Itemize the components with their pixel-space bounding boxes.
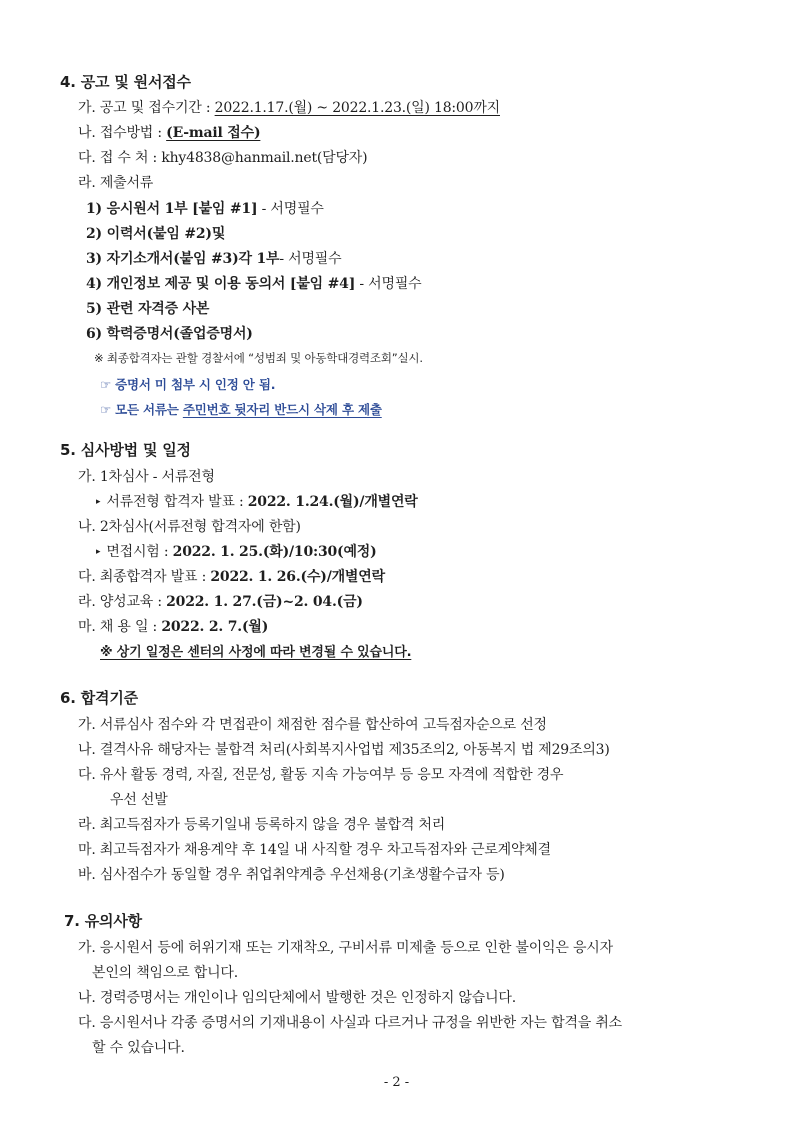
doc-item-2-main: 2) 이력서(붙임 #2)및 <box>86 226 226 242</box>
s5-item-a-sub <box>96 491 418 511</box>
doc-item-4-main: 4) 개인정보 제공 및 이용 동의서 [붙임 #4] <box>86 276 356 292</box>
section-6-title: 6. 합격기준 <box>60 689 138 707</box>
s6-item-f: 바. 심사점수가 동일할 경우 취업취약계층 우선채용(기초생활수급자 등) <box>78 867 505 883</box>
doc-item-3 <box>86 248 341 268</box>
s4-item-d: 라. 제출서류 <box>78 175 154 191</box>
doc-item-6 <box>86 323 253 343</box>
s7-item-c-cont: 할 수 있습니다. <box>92 1040 185 1056</box>
doc-item-6-main: 6) 학력증명서(졸업증명서) <box>86 326 253 342</box>
s5-item-e <box>78 616 268 636</box>
doc-item-1-extra: - 서명필수 <box>257 201 324 217</box>
section-5-title: 5. 심사방법 및 일정 <box>60 441 191 459</box>
s6-item-d: 라. 최고득점자가 등록기일내 등록하지 않을 경우 불합격 처리 <box>78 817 446 833</box>
doc-item-3-extra: - 서명필수 <box>279 251 342 267</box>
s4-blue-note-2 <box>100 400 382 418</box>
section-7-title: 7. 유의사항 <box>64 912 142 930</box>
s6-item-c-cont: 우선 선발 <box>110 792 168 808</box>
s5-item-e-value: 2022. 2. 7.(월) <box>161 619 269 635</box>
doc-item-2 <box>86 223 225 243</box>
section-4-title: 4. 공고 및 원서접수 <box>60 73 191 91</box>
s5-item-c-value: 2022. 1. 26.(수)/개별연락 <box>210 569 385 585</box>
s7-item-c: 다. 응시원서나 각종 증명서의 기재내용이 사실과 다르거나 규정을 위반한 자는 합격을 취소 <box>78 1015 622 1031</box>
s5-item-b-sub-value: 2022. 1. 25.(화)/10:30(예정) <box>172 544 377 560</box>
triangle-bullet-icon: ▸ <box>96 497 101 507</box>
s4-item-a <box>78 97 500 117</box>
s4-item-a-value: 2022.1.17.(월) ~ 2022.1.23.(일) 18:00까지 <box>214 100 500 116</box>
s7-item-a-cont: 본인의 책임으로 합니다. <box>92 965 238 981</box>
doc-item-5-main: 5) 관련 자격증 사본 <box>86 301 210 317</box>
s4-item-b-value: (E-mail 접수) <box>166 125 261 141</box>
s5-item-d-value: 2022. 1. 27.(금)~2. 04.(금) <box>166 594 363 610</box>
doc-item-1-main: 1) 응시원서 1부 [붙임 #1] <box>86 201 258 217</box>
doc-item-1 <box>86 198 324 218</box>
s5-item-d-label: 라. 양성교육 : <box>78 594 167 610</box>
doc-item-5 <box>86 298 209 318</box>
page-number: - 2 - <box>383 1075 410 1090</box>
s7-item-b: 나. 경력증명서는 개인이나 임의단체에서 발행한 것은 인정하지 않습니다. <box>78 990 516 1006</box>
s4-blue-note-1: ☞ 증명서 미 첨부 시 인정 안 됨. <box>100 377 276 392</box>
s5-item-b: 나. 2차심사(서류전형 합격자에 한함) <box>78 519 301 535</box>
triangle-bullet-icon: ▸ <box>96 547 101 557</box>
s6-item-c: 다. 유사 활동 경력, 자질, 전문성, 활동 지속 가능여부 등 응모 자격에 적합한 경우 <box>78 767 564 783</box>
s5-item-e-label: 마. 채 용 일 : <box>78 619 162 635</box>
s5-item-a-sub-label: 서류전형 합격자 발표 : <box>106 494 248 510</box>
s5-item-a: 가. 1차심사 - 서류전형 <box>78 469 215 485</box>
s5-note: ※ 상기 일정은 센터의 사정에 따라 변경될 수 있습니다. <box>100 645 412 660</box>
s4-item-b <box>78 122 260 142</box>
s5-item-c-label: 다. 최종합격자 발표 : <box>78 569 211 585</box>
s4-blue-note-2-underlined: 주민번호 뒷자리 반드시 삭제 후 제출 <box>182 402 382 417</box>
doc-item-3-main: 3) 자기소개서(붙임 #3)각 1부 <box>86 251 280 267</box>
s5-item-c <box>78 566 385 586</box>
s5-item-d <box>78 591 363 611</box>
s6-item-a: 가. 서류심사 점수와 각 면접관이 채점한 점수를 합산하여 고득점자순으로 선정 <box>78 717 547 733</box>
s6-item-b: 나. 결격사유 해당자는 불합격 처리(사회복지사업법 제35조의2, 아동복지 법 제29조의3) <box>78 742 610 758</box>
s7-item-a: 가. 응시원서 등에 허위기재 또는 기재착오, 구비서류 미제출 등으로 인한 불이익은 응시자 <box>78 940 613 956</box>
s4-note: ※ 최종합격자는 관할 경찰서에 “성범죄 및 아동학대경력조회”실시. <box>94 351 423 365</box>
s5-item-a-sub-value: 2022. 1.24.(월)/개별연락 <box>247 494 418 510</box>
s4-blue-note-2-prefix: ☞ 모든 서류는 <box>100 402 183 417</box>
s4-item-b-label: 나. 접수방법 : <box>78 125 167 141</box>
s4-item-a-label: 가. 공고 및 접수기간 : <box>78 100 215 116</box>
s5-item-b-sub-label: 면접시험 : <box>106 544 173 560</box>
s4-item-c: 다. 접 수 처 : khy4838@hanmail.net(담당자) <box>78 150 368 166</box>
doc-item-4-extra: - 서명필수 <box>355 276 422 292</box>
doc-item-4 <box>86 273 421 293</box>
s5-item-b-sub <box>96 541 377 561</box>
s6-item-e: 마. 최고득점자가 채용계약 후 14일 내 사직할 경우 차고득점자와 근로계약체결 <box>78 842 551 858</box>
